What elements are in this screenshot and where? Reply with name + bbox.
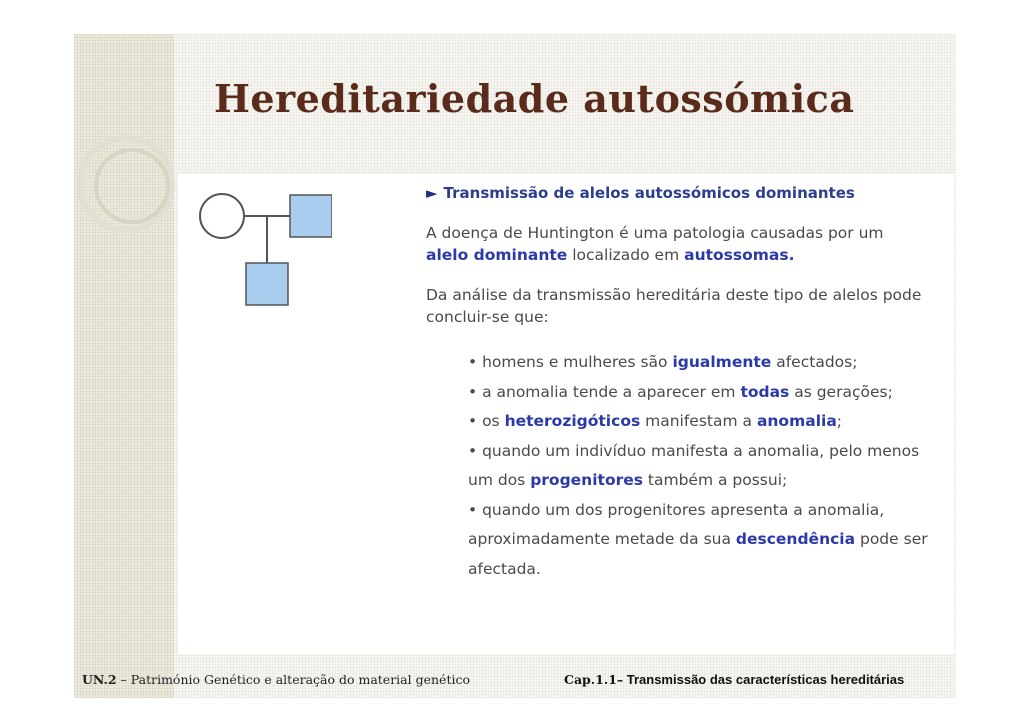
child-square-affected <box>246 263 288 305</box>
para1-highlight-a: alelo dominante <box>426 246 568 264</box>
paragraph-huntington <box>426 222 946 266</box>
list-item: • a anomalia tende a aparecer em todas as gerações; <box>468 382 893 401</box>
text-area <box>426 182 946 584</box>
triangle-right-icon: ► <box>426 184 438 202</box>
footer-unit-text: – Património Genético e alteração do material genético <box>116 672 470 687</box>
male-square-affected <box>290 195 332 237</box>
bullet-list <box>468 348 946 584</box>
footer-chapter-text: Transmissão das características hereditárias <box>623 672 905 687</box>
pedigree-diagram <box>192 182 332 312</box>
slide <box>74 34 956 698</box>
para1-text-a: A doença de Huntington é uma patologia causadas por um <box>426 224 884 242</box>
footer-chapter <box>564 672 904 687</box>
content-box <box>178 174 954 654</box>
female-circle <box>200 194 244 238</box>
section-heading <box>426 182 946 204</box>
list-item: • homens e mulheres são igualmente afectados; <box>468 353 858 371</box>
para1-text-b: localizado em <box>567 246 685 264</box>
footer-unit <box>82 672 470 687</box>
list-item: • quando um indivíduo manifesta a anomalia, pelo menos um dos progenitores também a possui; <box>468 441 920 489</box>
paragraph-analysis: Da análise da transmissão hereditária deste tipo de alelos pode concluir-se que: <box>426 286 922 326</box>
section-heading-label: Transmissão de alelos autossómicos dominantes <box>443 184 855 202</box>
decorative-rings <box>74 114 184 254</box>
para1-highlight-b: autossomas. <box>684 246 795 264</box>
page-title: Hereditariedade autossómica <box>214 76 855 121</box>
list-item: • os heterozigóticos manifestam a anomalia; <box>468 412 843 430</box>
footer-chapter-code: Cap.1.1– <box>564 672 624 687</box>
footer-unit-code: UN.2 <box>82 672 117 687</box>
list-item: • quando um dos progenitores apresenta a anomalia, aproximadamente metade da sua descendência pode ser afectada. <box>468 500 928 578</box>
